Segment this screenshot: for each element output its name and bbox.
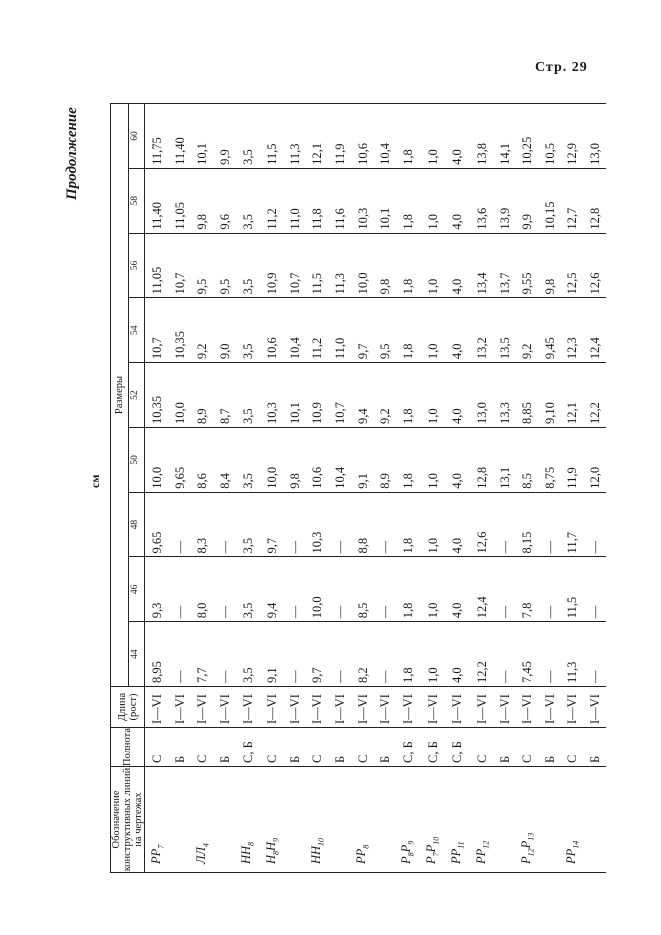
row-polnota: Б bbox=[376, 728, 396, 767]
size-value-cell: 12,4 bbox=[585, 298, 606, 363]
row-designation bbox=[376, 767, 396, 873]
row-polnota: С bbox=[470, 728, 495, 767]
row-length: I—VI bbox=[396, 687, 421, 728]
size-value-cell: — bbox=[376, 492, 396, 557]
size-value-cell: 9,5 bbox=[191, 233, 216, 298]
size-value-cell: 8,5 bbox=[515, 427, 540, 492]
size-value-cell: 12,1 bbox=[561, 363, 586, 428]
row-polnota: С, Б bbox=[396, 728, 421, 767]
size-value-cell: 10,1 bbox=[376, 168, 396, 233]
row-length: I—VI bbox=[145, 687, 171, 728]
size-value-cell: — bbox=[215, 492, 235, 557]
row-polnota: Б bbox=[285, 728, 305, 767]
size-value-cell: — bbox=[495, 492, 515, 557]
size-value-cell: 9,6 bbox=[215, 168, 235, 233]
size-value-cell: 13,0 bbox=[470, 363, 495, 428]
size-value-cell: — bbox=[170, 557, 190, 622]
size-value-cell: 1,0 bbox=[421, 168, 446, 233]
row-length: I—VI bbox=[236, 687, 261, 728]
size-value-cell: 4,0 bbox=[446, 557, 471, 622]
size-value-cell: 14,1 bbox=[495, 104, 515, 169]
size-value-cell: 9,8 bbox=[376, 233, 396, 298]
row-designation: $PP_{12}$ bbox=[470, 767, 495, 873]
table-row bbox=[495, 104, 515, 873]
size-value-cell: 4,0 bbox=[446, 233, 471, 298]
table-row bbox=[285, 104, 305, 873]
size-value-cell: 11,5 bbox=[260, 104, 285, 169]
row-length: I—VI bbox=[561, 687, 586, 728]
size-column-header: 46 bbox=[128, 557, 144, 622]
size-value-cell: 7,45 bbox=[515, 622, 540, 687]
row-polnota: С bbox=[351, 728, 376, 767]
size-column-header: 44 bbox=[128, 622, 144, 687]
size-value-cell: 8,9 bbox=[376, 427, 396, 492]
row-designation: $P_{12}P_{13}$ bbox=[515, 767, 540, 873]
header-sizes: Размеры bbox=[111, 104, 129, 687]
size-value-cell: 8,7 bbox=[215, 363, 235, 428]
size-value-cell: 10,1 bbox=[191, 104, 216, 169]
size-value-cell: 1,0 bbox=[421, 427, 446, 492]
size-value-cell: 10,1 bbox=[285, 363, 305, 428]
size-value-cell: 9,7 bbox=[351, 298, 376, 363]
size-column-header: 48 bbox=[128, 492, 144, 557]
size-value-cell: 10,7 bbox=[170, 233, 190, 298]
size-value-cell: 10,3 bbox=[306, 492, 331, 557]
size-value-cell: 9,65 bbox=[145, 492, 171, 557]
size-column-header: 54 bbox=[128, 298, 144, 363]
page-number: Стр. 29 bbox=[535, 60, 588, 75]
size-value-cell: 11,75 bbox=[145, 104, 171, 169]
row-length: I—VI bbox=[306, 687, 331, 728]
size-value-cell: 13,0 bbox=[585, 104, 606, 169]
row-length: I—VI bbox=[285, 687, 305, 728]
size-value-cell: 10,0 bbox=[170, 363, 190, 428]
size-value-cell: 10,4 bbox=[285, 298, 305, 363]
size-value-cell: 3,5 bbox=[236, 298, 261, 363]
size-value-cell: 11,5 bbox=[561, 557, 586, 622]
size-value-cell: 12,4 bbox=[470, 557, 495, 622]
size-value-cell: — bbox=[540, 492, 560, 557]
size-value-cell: 11,2 bbox=[260, 168, 285, 233]
size-value-cell: 8,3 bbox=[191, 492, 216, 557]
row-length: I—VI bbox=[585, 687, 606, 728]
table-row bbox=[236, 104, 261, 873]
size-value-cell: 8,6 bbox=[191, 427, 216, 492]
row-designation bbox=[585, 767, 606, 873]
size-value-cell: 9,2 bbox=[515, 298, 540, 363]
size-value-cell: 11,2 bbox=[306, 298, 331, 363]
size-value-cell: — bbox=[495, 557, 515, 622]
table-row bbox=[396, 104, 421, 873]
size-value-cell: 4,0 bbox=[446, 168, 471, 233]
size-value-cell: — bbox=[330, 492, 350, 557]
row-length: I—VI bbox=[540, 687, 560, 728]
size-value-cell: 8,5 bbox=[351, 557, 376, 622]
size-value-cell: — bbox=[170, 492, 190, 557]
table-row bbox=[446, 104, 471, 873]
row-polnota: Б bbox=[585, 728, 606, 767]
size-value-cell: 12,8 bbox=[585, 168, 606, 233]
row-length: I—VI bbox=[170, 687, 190, 728]
size-value-cell: 9,4 bbox=[351, 363, 376, 428]
row-designation: $P_7P_{10}$ bbox=[421, 767, 446, 873]
table-row bbox=[170, 104, 190, 873]
row-designation bbox=[285, 767, 305, 873]
row-polnota: С, Б bbox=[446, 728, 471, 767]
table-row bbox=[351, 104, 376, 873]
row-polnota: С, Б bbox=[421, 728, 446, 767]
size-value-cell: 12,2 bbox=[470, 622, 495, 687]
header-polnota: Полнота bbox=[111, 728, 145, 767]
size-value-cell: 3,5 bbox=[236, 363, 261, 428]
size-value-cell: 12,7 bbox=[561, 168, 586, 233]
row-designation: $P_8P_9$ bbox=[396, 767, 421, 873]
size-value-cell: 10,25 bbox=[515, 104, 540, 169]
size-value-cell: 1,0 bbox=[421, 492, 446, 557]
row-designation: $PP_7$ bbox=[145, 767, 171, 873]
size-value-cell: 10,5 bbox=[540, 104, 560, 169]
size-value-cell: 11,6 bbox=[330, 168, 350, 233]
size-column-header: 60 bbox=[128, 104, 144, 169]
size-value-cell: — bbox=[376, 622, 396, 687]
size-value-cell: 3,5 bbox=[236, 557, 261, 622]
size-value-cell: — bbox=[495, 622, 515, 687]
row-designation: $H_8H_9$ bbox=[260, 767, 285, 873]
header-length: Длина (рост) bbox=[111, 687, 145, 728]
row-length: I—VI bbox=[330, 687, 350, 728]
size-value-cell: — bbox=[330, 557, 350, 622]
size-value-cell: 12,6 bbox=[585, 233, 606, 298]
size-value-cell: 9,8 bbox=[540, 233, 560, 298]
size-value-cell: 3,5 bbox=[236, 104, 261, 169]
size-value-cell: 11,3 bbox=[330, 233, 350, 298]
size-value-cell: 3,5 bbox=[236, 233, 261, 298]
size-value-cell: 10,35 bbox=[170, 298, 190, 363]
row-length: I—VI bbox=[191, 687, 216, 728]
row-length: I—VI bbox=[215, 687, 235, 728]
size-value-cell: 1,8 bbox=[396, 168, 421, 233]
size-value-cell: 8,15 bbox=[515, 492, 540, 557]
size-value-cell: 1,8 bbox=[396, 104, 421, 169]
size-value-cell: 10,7 bbox=[145, 298, 171, 363]
size-value-cell: 9,8 bbox=[191, 168, 216, 233]
size-value-cell: 9,45 bbox=[540, 298, 560, 363]
size-value-cell: 10,4 bbox=[330, 427, 350, 492]
row-polnota: Б bbox=[215, 728, 235, 767]
row-designation bbox=[170, 767, 190, 873]
size-value-cell: 4,0 bbox=[446, 363, 471, 428]
row-designation bbox=[215, 767, 235, 873]
row-designation bbox=[540, 767, 560, 873]
size-value-cell: — bbox=[540, 557, 560, 622]
size-value-cell: 1,8 bbox=[396, 363, 421, 428]
row-length: I—VI bbox=[446, 687, 471, 728]
size-value-cell: 10,0 bbox=[351, 233, 376, 298]
size-value-cell: — bbox=[376, 557, 396, 622]
size-value-cell: 9,8 bbox=[285, 427, 305, 492]
size-value-cell: 11,05 bbox=[170, 168, 190, 233]
size-value-cell: — bbox=[585, 557, 606, 622]
size-value-cell: 12,0 bbox=[585, 427, 606, 492]
size-value-cell: 9,9 bbox=[515, 168, 540, 233]
size-value-cell: 13,9 bbox=[495, 168, 515, 233]
size-table-container bbox=[110, 103, 603, 873]
size-value-cell: 10,9 bbox=[260, 233, 285, 298]
row-polnota: С bbox=[260, 728, 285, 767]
size-value-cell: 12,6 bbox=[470, 492, 495, 557]
size-value-cell: 10,0 bbox=[306, 557, 331, 622]
table-row bbox=[515, 104, 540, 873]
size-value-cell: — bbox=[170, 622, 190, 687]
size-value-cell: 9,55 bbox=[515, 233, 540, 298]
size-column-header: 58 bbox=[128, 168, 144, 233]
size-value-cell: 8,0 bbox=[191, 557, 216, 622]
row-designation: $PP_{14}$ bbox=[561, 767, 586, 873]
row-designation bbox=[495, 767, 515, 873]
table-row bbox=[260, 104, 285, 873]
row-designation: $HH_{10}$ bbox=[306, 767, 331, 873]
size-value-cell: 12,9 bbox=[561, 104, 586, 169]
size-value-cell: 13,2 bbox=[470, 298, 495, 363]
row-length: I—VI bbox=[260, 687, 285, 728]
size-value-cell: — bbox=[585, 492, 606, 557]
table-row bbox=[470, 104, 495, 873]
table-body bbox=[145, 104, 607, 873]
size-value-cell: 10,6 bbox=[306, 427, 331, 492]
row-length: I—VI bbox=[495, 687, 515, 728]
size-value-cell: — bbox=[215, 622, 235, 687]
size-value-cell: 1,0 bbox=[421, 233, 446, 298]
size-value-cell: 13,3 bbox=[495, 363, 515, 428]
size-value-cell: 13,4 bbox=[470, 233, 495, 298]
size-value-cell: 8,9 bbox=[191, 363, 216, 428]
size-value-cell: — bbox=[285, 492, 305, 557]
size-value-cell: 1,8 bbox=[396, 557, 421, 622]
size-column-header: 52 bbox=[128, 363, 144, 428]
size-column-header: 56 bbox=[128, 233, 144, 298]
size-value-cell: 1,8 bbox=[396, 427, 421, 492]
size-value-cell: 9,2 bbox=[376, 363, 396, 428]
size-value-cell: 1,0 bbox=[421, 363, 446, 428]
size-value-cell: 11,9 bbox=[330, 104, 350, 169]
size-value-cell: 4,0 bbox=[446, 622, 471, 687]
size-value-cell: 10,3 bbox=[351, 168, 376, 233]
size-value-cell: 9,5 bbox=[376, 298, 396, 363]
row-polnota: С bbox=[145, 728, 171, 767]
size-value-cell: 8,8 bbox=[351, 492, 376, 557]
size-value-cell: 12,2 bbox=[585, 363, 606, 428]
row-length: I—VI bbox=[421, 687, 446, 728]
unit-label: см bbox=[88, 474, 102, 488]
size-value-cell: 9,0 bbox=[215, 298, 235, 363]
size-value-cell: 8,75 bbox=[540, 427, 560, 492]
size-value-cell: 9,2 bbox=[191, 298, 216, 363]
table-row bbox=[376, 104, 396, 873]
size-value-cell: 10,6 bbox=[260, 298, 285, 363]
size-value-cell: — bbox=[540, 622, 560, 687]
size-value-cell: 1,0 bbox=[421, 104, 446, 169]
size-value-cell: 1,8 bbox=[396, 298, 421, 363]
size-value-cell: 11,0 bbox=[285, 168, 305, 233]
row-length: I—VI bbox=[351, 687, 376, 728]
size-value-cell: 8,4 bbox=[215, 427, 235, 492]
size-value-cell: 10,7 bbox=[285, 233, 305, 298]
size-value-cell: — bbox=[585, 622, 606, 687]
size-value-cell: 13,7 bbox=[495, 233, 515, 298]
size-value-cell: 10,15 bbox=[540, 168, 560, 233]
size-value-cell: 10,9 bbox=[306, 363, 331, 428]
size-value-cell: 9,4 bbox=[260, 557, 285, 622]
table-row bbox=[145, 104, 171, 873]
size-value-cell: — bbox=[285, 622, 305, 687]
table-row bbox=[306, 104, 331, 873]
size-value-cell: 8,95 bbox=[145, 622, 171, 687]
size-column-header: 50 bbox=[128, 427, 144, 492]
continued-label: Продолжение bbox=[64, 107, 80, 200]
size-value-cell: 11,05 bbox=[145, 233, 171, 298]
size-value-cell: 13,8 bbox=[470, 104, 495, 169]
size-value-cell: 11,3 bbox=[285, 104, 305, 169]
row-polnota: Б bbox=[170, 728, 190, 767]
size-value-cell: 13,6 bbox=[470, 168, 495, 233]
row-designation: $ЛЛ_4$ bbox=[191, 767, 216, 873]
table-row bbox=[330, 104, 350, 873]
row-polnota: Б bbox=[330, 728, 350, 767]
size-value-cell: 4,0 bbox=[446, 298, 471, 363]
size-value-cell: 9,1 bbox=[351, 427, 376, 492]
row-designation: $PP_8$ bbox=[351, 767, 376, 873]
row-designation: $HH_8$ bbox=[236, 767, 261, 873]
size-value-cell: 10,7 bbox=[330, 363, 350, 428]
size-value-cell: 9,7 bbox=[306, 622, 331, 687]
size-value-cell: 9,5 bbox=[215, 233, 235, 298]
size-value-cell: 11,40 bbox=[170, 104, 190, 169]
size-value-cell: 9,10 bbox=[540, 363, 560, 428]
size-value-cell: 9,7 bbox=[260, 492, 285, 557]
size-value-cell: 10,0 bbox=[260, 427, 285, 492]
table-row bbox=[585, 104, 606, 873]
table-row bbox=[191, 104, 216, 873]
size-value-cell: 4,0 bbox=[446, 492, 471, 557]
size-value-cell: 4,0 bbox=[446, 104, 471, 169]
size-value-cell: 12,5 bbox=[561, 233, 586, 298]
size-value-cell: 9,1 bbox=[260, 622, 285, 687]
size-value-cell: — bbox=[330, 622, 350, 687]
row-length: I—VI bbox=[515, 687, 540, 728]
size-value-cell: 10,35 bbox=[145, 363, 171, 428]
size-value-cell: 11,9 bbox=[561, 427, 586, 492]
size-value-cell: 1,0 bbox=[421, 622, 446, 687]
size-value-cell: 10,0 bbox=[145, 427, 171, 492]
row-polnota: С bbox=[561, 728, 586, 767]
table-row bbox=[540, 104, 560, 873]
size-value-cell: 1,8 bbox=[396, 622, 421, 687]
size-value-cell: 10,4 bbox=[376, 104, 396, 169]
size-value-cell: 11,40 bbox=[145, 168, 171, 233]
size-value-cell: 11,0 bbox=[330, 298, 350, 363]
row-polnota: С, Б bbox=[236, 728, 261, 767]
size-value-cell: 13,1 bbox=[495, 427, 515, 492]
row-polnota: С bbox=[306, 728, 331, 767]
size-value-cell: 10,3 bbox=[260, 363, 285, 428]
size-value-cell: 1,0 bbox=[421, 298, 446, 363]
table-row bbox=[561, 104, 586, 873]
size-value-cell: 12,3 bbox=[561, 298, 586, 363]
size-value-cell: 11,3 bbox=[561, 622, 586, 687]
table-row bbox=[215, 104, 235, 873]
row-polnota: Б bbox=[540, 728, 560, 767]
row-polnota: С bbox=[515, 728, 540, 767]
row-polnota: Б bbox=[495, 728, 515, 767]
size-value-cell: 9,3 bbox=[145, 557, 171, 622]
size-value-cell: 1,8 bbox=[396, 492, 421, 557]
header-designation: Обозначение конструктивных линий на чертежах bbox=[111, 767, 145, 872]
row-length: I—VI bbox=[470, 687, 495, 728]
size-value-cell: 8,2 bbox=[351, 622, 376, 687]
row-designation bbox=[330, 767, 350, 873]
size-value-cell: 7,7 bbox=[191, 622, 216, 687]
size-value-cell: 1,0 bbox=[421, 557, 446, 622]
size-value-cell: 3,5 bbox=[236, 492, 261, 557]
size-value-cell: 8,85 bbox=[515, 363, 540, 428]
size-value-cell: 12,8 bbox=[470, 427, 495, 492]
size-value-cell: 11,7 bbox=[561, 492, 586, 557]
size-value-cell: 9,65 bbox=[170, 427, 190, 492]
row-length: I—VI bbox=[376, 687, 396, 728]
size-value-cell: 11,5 bbox=[306, 233, 331, 298]
size-value-cell: 12,1 bbox=[306, 104, 331, 169]
size-value-cell: 10,6 bbox=[351, 104, 376, 169]
size-value-cell: 3,5 bbox=[236, 427, 261, 492]
table-row bbox=[421, 104, 446, 873]
size-value-cell: 7,8 bbox=[515, 557, 540, 622]
size-value-cell: 9,9 bbox=[215, 104, 235, 169]
size-value-cell: — bbox=[285, 557, 305, 622]
row-polnota: С bbox=[191, 728, 216, 767]
size-value-cell: 4,0 bbox=[446, 427, 471, 492]
size-table bbox=[110, 103, 606, 873]
size-value-cell: 3,5 bbox=[236, 622, 261, 687]
size-value-cell: 13,5 bbox=[495, 298, 515, 363]
size-value-cell: 1,8 bbox=[396, 233, 421, 298]
row-designation: $PP_{11}$ bbox=[446, 767, 471, 873]
size-value-cell: — bbox=[215, 557, 235, 622]
size-value-cell: 3,5 bbox=[236, 168, 261, 233]
size-value-cell: 11,8 bbox=[306, 168, 331, 233]
